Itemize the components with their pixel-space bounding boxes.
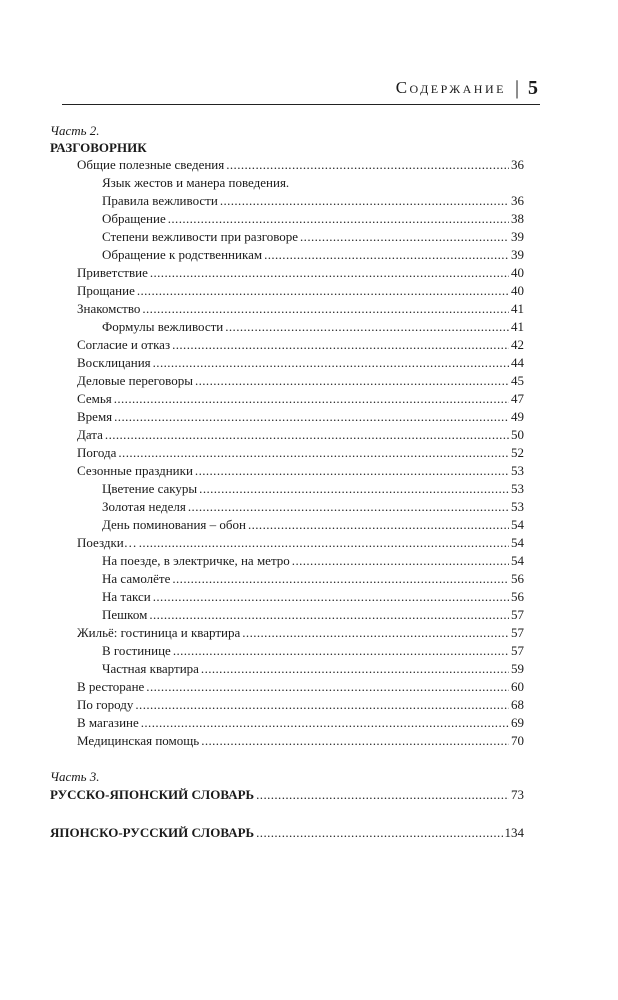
header-rule (62, 104, 540, 105)
dot-leader (256, 823, 502, 843)
toc-entry-label: Согласие и отказ (77, 337, 171, 352)
toc-entry-page: 53 (511, 463, 524, 478)
toc-entry-page: 44 (511, 355, 524, 370)
toc-entry-page: 49 (511, 409, 524, 424)
toc-entry[interactable] (50, 174, 524, 192)
toc-entry-label: Частная квартира (102, 661, 199, 676)
dot-leader (118, 444, 509, 462)
dictionary-page: 134 (504, 825, 524, 840)
toc-entry-label: Цветение сакуры (102, 481, 198, 496)
toc-entry-label: Общие полезные сведения (77, 157, 225, 172)
dot-leader (292, 552, 509, 570)
toc-entry[interactable] (50, 426, 524, 444)
part3-label: Часть 3. (50, 769, 100, 784)
toc-entry[interactable] (50, 462, 524, 480)
dot-leader (153, 588, 509, 606)
dot-leader (168, 210, 509, 228)
dot-leader (150, 264, 509, 282)
toc-entry-page: 41 (511, 319, 524, 334)
dot-leader (220, 192, 509, 210)
dot-leader (201, 732, 509, 750)
toc-entry-page: 59 (511, 661, 524, 676)
toc-entry[interactable] (50, 678, 524, 696)
dot-leader (199, 480, 509, 498)
toc-entry-label: Обращение (102, 211, 166, 226)
toc-entry[interactable] (50, 534, 524, 552)
dictionary-title: ЯПОНСКО-РУССКИЙ СЛОВАРЬ (50, 825, 255, 840)
running-header (396, 74, 538, 102)
toc-entry-label: Правила вежливости (102, 193, 218, 208)
toc-entry-page: 50 (511, 427, 524, 442)
toc-entry[interactable] (50, 192, 524, 210)
toc-entry-page: 54 (511, 535, 524, 550)
toc-entry[interactable] (50, 714, 524, 732)
toc-entry-page: 56 (511, 589, 524, 604)
toc-entry[interactable] (50, 390, 524, 408)
toc-entry-label: Восклицания (77, 355, 151, 370)
dot-leader (137, 282, 509, 300)
dot-leader (188, 498, 509, 516)
dot-leader (141, 714, 509, 732)
toc-entry-label: Погода (77, 445, 117, 460)
dot-leader (195, 462, 509, 480)
dot-leader (264, 246, 509, 264)
dot-leader (149, 606, 509, 624)
toc-entry[interactable] (50, 588, 524, 606)
header-separator: | (514, 76, 519, 99)
toc-entry[interactable] (50, 480, 524, 498)
toc-entry-page: 70 (511, 733, 524, 748)
toc-entry-label: Знакомство (77, 301, 141, 316)
toc-entry[interactable] (50, 228, 524, 246)
toc-entry-label: Язык жестов и манера поведения. (102, 175, 290, 190)
dictionary-page: 73 (511, 787, 524, 802)
toc-entry-page: 41 (511, 301, 524, 316)
toc-entry[interactable] (50, 552, 524, 570)
dot-leader (226, 156, 509, 174)
toc-entry[interactable] (50, 642, 524, 660)
toc-entry-label: Приветствие (77, 265, 148, 280)
toc-entry-label: Медицинская помощь (77, 733, 200, 748)
dot-leader (242, 624, 509, 642)
toc-entry-label: Формулы вежливости (102, 319, 224, 334)
toc-entry-page: 42 (511, 337, 524, 352)
toc-entry[interactable] (50, 300, 524, 318)
dot-leader (300, 228, 509, 246)
toc-entry-page: 68 (511, 697, 524, 712)
toc-entry-page: 54 (511, 517, 524, 532)
toc-entry-label: В ресторане (77, 679, 145, 694)
dictionary-entry[interactable] (50, 785, 524, 805)
dot-leader (248, 516, 509, 534)
toc-entry-label: На поезде, в электричке, на метро (102, 553, 290, 568)
dot-leader (172, 570, 509, 588)
toc-entry-page: 38 (511, 211, 524, 226)
toc-entry[interactable] (50, 624, 524, 642)
toc-entry[interactable] (50, 732, 524, 750)
toc-entry-label: По городу (77, 697, 134, 712)
dot-leader (173, 642, 509, 660)
dot-leader (142, 300, 509, 318)
toc-entry-page: 52 (511, 445, 524, 460)
toc-entry[interactable] (50, 264, 524, 282)
toc-entry-label: Степени вежливости при разговоре (102, 229, 299, 244)
toc-entry[interactable] (50, 282, 524, 300)
dot-leader (139, 534, 509, 552)
toc-entry[interactable] (50, 354, 524, 372)
toc-entry-label: Обращение к родственникам (102, 247, 263, 262)
part2-label: Часть 2. (50, 123, 100, 138)
toc-entry-label: На самолёте (102, 571, 171, 586)
dot-leader (201, 660, 509, 678)
dot-leader (172, 336, 509, 354)
toc-entry[interactable] (50, 336, 524, 354)
toc-entry-label: Поездки… (77, 535, 137, 550)
toc-entry-page: 39 (511, 247, 524, 262)
toc-entry-label: Прощание (77, 283, 135, 298)
toc-entry[interactable] (50, 156, 524, 174)
toc-entry[interactable] (50, 696, 524, 714)
dot-leader (135, 696, 509, 714)
toc-entry[interactable] (50, 372, 524, 390)
toc-entry-page: 36 (511, 157, 524, 172)
toc-entry-label: Сезонные праздники (77, 463, 193, 478)
toc-entry[interactable] (50, 498, 524, 516)
toc-entry-page: 56 (511, 571, 524, 586)
dot-leader (153, 354, 509, 372)
toc-entry[interactable] (50, 516, 524, 534)
dictionary-title: РУССКО-ЯПОНСКИЙ СЛОВАРЬ (50, 787, 255, 802)
toc-entry-label: Пешком (102, 607, 148, 622)
toc-entry-page: 69 (511, 715, 524, 730)
toc-entry-label: Время (77, 409, 113, 424)
toc-entry-label: Дата (77, 427, 103, 442)
toc-entry[interactable] (50, 660, 524, 678)
toc-entry-page: 39 (511, 229, 524, 244)
header-title: Содержание (395, 78, 506, 97)
dot-leader (256, 785, 509, 805)
part3-dictionaries (50, 785, 524, 843)
toc-entry-page: 47 (511, 391, 524, 406)
toc-entry-label: В магазине (77, 715, 139, 730)
toc-entry-label: День поминования – обон (102, 517, 246, 532)
toc-entry-page: 60 (511, 679, 524, 694)
toc-entry[interactable] (50, 408, 524, 426)
toc-entry-page: 57 (511, 607, 524, 622)
dot-leader (105, 426, 509, 444)
dot-leader (114, 390, 509, 408)
toc-entry[interactable] (50, 570, 524, 588)
dot-leader (195, 372, 509, 390)
toc-entry-page: 40 (511, 283, 524, 298)
toc-entry[interactable] (50, 606, 524, 624)
dictionary-entry[interactable] (50, 823, 524, 843)
dot-leader (225, 318, 509, 336)
toc-entry[interactable] (50, 318, 524, 336)
toc-entry-page: 36 (511, 193, 524, 208)
toc-entry-label: Деловые переговоры (77, 373, 193, 388)
part2-entries (50, 156, 524, 750)
toc-entry[interactable] (50, 246, 524, 264)
toc-entry-label: Семья (77, 391, 112, 406)
toc-entry[interactable] (50, 444, 524, 462)
dot-leader (114, 408, 509, 426)
toc-entry-page: 53 (511, 481, 524, 496)
toc-entry-page: 45 (511, 373, 524, 388)
toc-entry-page: 57 (511, 643, 524, 658)
part2-title: РАЗГОВОРНИК (50, 140, 147, 155)
toc-entry-page: 54 (511, 553, 524, 568)
toc-entry-label: В гостинице (102, 643, 171, 658)
toc-entry-page: 57 (511, 625, 524, 640)
dot-leader (146, 678, 509, 696)
toc-entry-page: 53 (511, 499, 524, 514)
toc-entry-label: На такси (102, 589, 151, 604)
toc-entry-page: 40 (511, 265, 524, 280)
header-page-number: 5 (528, 76, 538, 99)
table-of-contents (50, 122, 524, 843)
toc-entry-label: Золотая неделя (102, 499, 186, 514)
toc-entry[interactable] (50, 210, 524, 228)
toc-entry-label: Жильё: гостиница и квартира (77, 625, 241, 640)
